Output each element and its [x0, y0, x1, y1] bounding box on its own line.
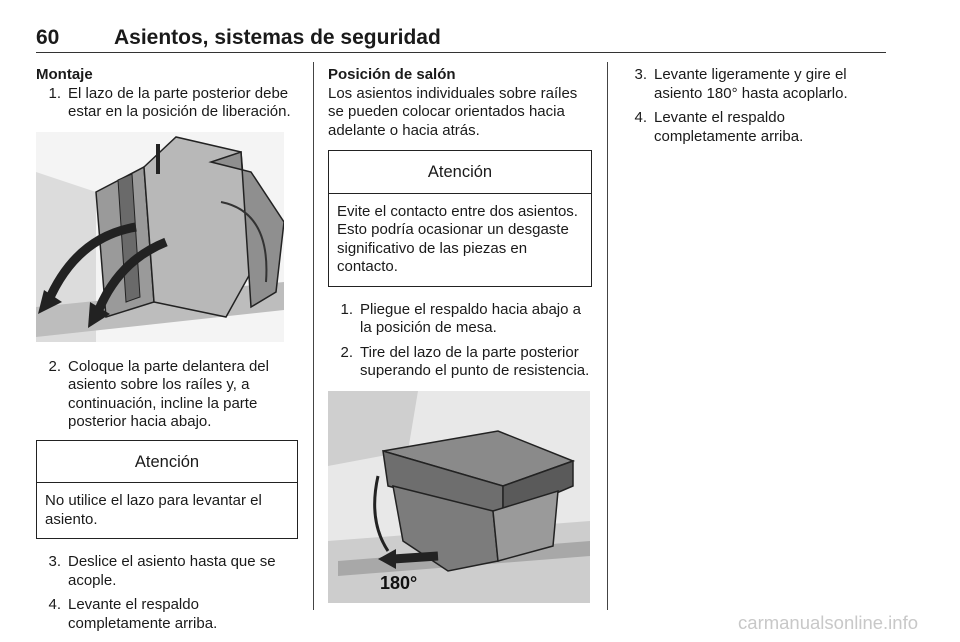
intro-paragraph: Los asientos individuales sobre raíles se pueden colocar orientados hacia adelante o hacia atrás. [328, 84, 578, 139]
step-text: Tire del lazo de la parte posterior superando el punto de resistencia. [360, 343, 590, 379]
page-title: Asientos, sistemas de seguridad [114, 26, 441, 49]
step-text: Coloque la parte delantera del asiento sobre los raíles y, a continuación, incline la parte posterior hacia abajo. [68, 357, 269, 430]
attention-body: No utilice el lazo para levantar el asiento. [45, 492, 262, 528]
section-heading-montaje: Montaje [36, 66, 93, 83]
column-1 [36, 66, 298, 639]
step-number: 4. [634, 109, 647, 126]
attention-box [36, 440, 298, 540]
step-number: 1. [340, 300, 353, 318]
column-2 [328, 66, 592, 619]
step-item [36, 553, 298, 590]
step-item [36, 85, 298, 122]
step-number: 3. [634, 66, 647, 83]
column-divider [313, 62, 314, 610]
seat-release-illustration [36, 132, 284, 342]
step-number: 4. [48, 596, 61, 613]
attention-title: Atención [329, 151, 591, 194]
page-number: 60 [36, 26, 60, 49]
section-heading-salon: Posición de salón [328, 66, 456, 83]
column-3 [622, 66, 884, 152]
step-number: 2. [340, 343, 353, 361]
step-number: 2. [48, 357, 61, 375]
attention-title: Atención [37, 441, 297, 484]
step-text: Levante ligeramente y gire el asiento 180° hasta acoplarlo. [654, 66, 848, 102]
step-text: Levante el respaldo completamente arriba. [68, 596, 218, 632]
step-item [36, 358, 298, 432]
step-item [36, 596, 298, 633]
watermark: carmanualsonline.info [738, 612, 918, 633]
step-item [328, 301, 592, 338]
step-text: Pliegue el respaldo hacia abajo a la posición de mesa. [360, 300, 581, 336]
step-text: Levante el respaldo completamente arriba. [654, 109, 804, 145]
attention-body: Evite el contacto entre dos asientos. Esto podría ocasionar un desgaste significativo de las piezas en contacto. [337, 202, 578, 275]
page-header [36, 26, 886, 53]
step-item [622, 109, 884, 146]
rotation-label: 180° [380, 572, 418, 593]
column-divider [607, 62, 608, 610]
attention-box [328, 150, 592, 287]
step-item [328, 344, 592, 381]
step-item [622, 66, 884, 103]
step-text: El lazo de la parte posterior debe estar en la posición de liberación. [68, 84, 291, 120]
seat-rotation-illustration [328, 391, 590, 603]
step-number: 3. [48, 553, 61, 570]
step-number: 1. [48, 84, 61, 102]
step-text: Deslice el asiento hasta que se acople. [68, 553, 276, 589]
